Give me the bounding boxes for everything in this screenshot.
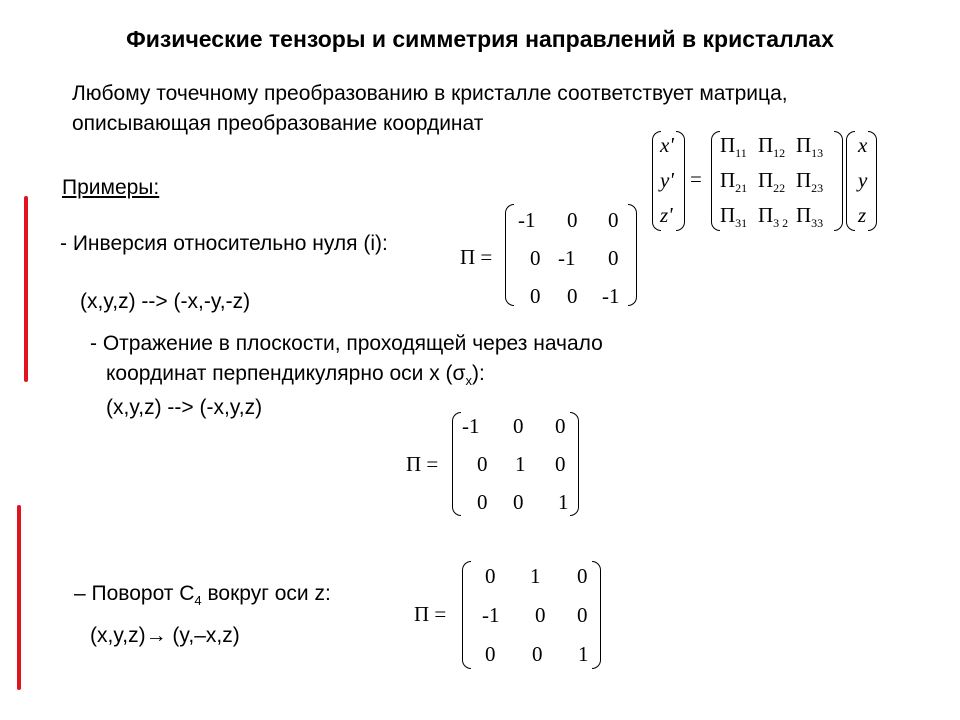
inversion-cell-33: -1 — [602, 284, 620, 308]
matrix-left-bracket — [711, 131, 720, 231]
matrix-element-32: $\Pi_{3 2}$ — [758, 203, 789, 231]
matrix-right-bracket — [834, 131, 843, 231]
matrix-element-11: $\Pi_{11}$ — [720, 133, 747, 161]
matrix-element-21: $\Pi_{21}$ — [720, 168, 748, 196]
lhs-vector-right-bracket — [676, 131, 685, 231]
reflection-matrix-lhs: Π = — [406, 452, 439, 476]
inversion-label: - Инверсия относительно нуля (i): — [60, 232, 388, 255]
accent-bar-bottom — [17, 505, 21, 690]
inversion-cell-13: 0 — [608, 208, 619, 232]
inversion-mapping: (x,y,z) --> (-x,-y,-z) — [80, 290, 251, 313]
rotation-matrix-left-bracket — [462, 561, 471, 669]
rhs-vector-right-bracket — [868, 131, 877, 231]
rotation-matrix-right-bracket — [592, 561, 601, 669]
intro-line-1: Любому точечному преобразованию в кристалле соответствует матрица, — [72, 82, 788, 105]
rotation-cell-32: 0 — [532, 642, 543, 666]
rotation-cell-21: -1 — [482, 603, 500, 627]
rotation-matrix-lhs: Π = — [414, 602, 447, 626]
matrix-element-33: $\Pi_{33}$ — [796, 203, 824, 231]
lhs-z: z' — [660, 203, 673, 227]
inversion-matrix-right-bracket — [628, 204, 637, 306]
inversion-cell-22: -1 — [558, 246, 576, 270]
matrix-element-12: $\Pi_{12}$ — [758, 133, 786, 161]
intro-line-2: описывающая преобразование координат — [72, 112, 484, 135]
reflection-cell-22: 1 — [515, 452, 526, 476]
inversion-cell-11: -1 — [518, 208, 536, 232]
matrix-element-22: $\Pi_{22}$ — [758, 168, 786, 196]
slide-title: Физические тензоры и симметрия направлений в кристаллах — [126, 26, 834, 52]
matrix-element-31: $\Pi_{31}$ — [720, 203, 748, 231]
reflection-cell-21: 0 — [477, 452, 488, 476]
rotation-cell-12: 1 — [530, 564, 541, 588]
matrix-element-13: $\Pi_{13}$ — [796, 133, 824, 161]
accent-bar-top — [24, 196, 28, 382]
reflection-cell-33: 1 — [558, 490, 569, 514]
matrix-element-23: $\Pi_{23}$ — [796, 168, 824, 196]
equals-sign: = — [690, 167, 702, 191]
rhs-x: x — [858, 133, 868, 157]
rhs-z: z — [858, 203, 867, 227]
rotation-cell-22: 0 — [535, 603, 546, 627]
rotation-mapping: (x,y,z)→ (y,–x,z) — [90, 624, 240, 647]
inversion-cell-23: 0 — [608, 246, 619, 270]
inversion-cell-31: 0 — [530, 284, 541, 308]
rotation-cell-23: 0 — [577, 603, 588, 627]
reflection-line-2: координат перпендикулярно оси x $(\sigma_x)$: — [106, 362, 485, 389]
rotation-cell-33: 1 — [578, 642, 589, 666]
reflection-cell-32: 0 — [513, 490, 524, 514]
reflection-matrix-right-bracket — [570, 412, 579, 516]
rhs-y: y — [858, 168, 868, 192]
reflection-cell-11: -1 — [462, 414, 480, 438]
rotation-cell-31: 0 — [485, 642, 496, 666]
lhs-x: x' — [660, 133, 674, 157]
reflection-cell-23: 0 — [555, 452, 566, 476]
rotation-cell-13: 0 — [577, 564, 588, 588]
rotation-cell-11: 0 — [485, 564, 496, 588]
reflection-cell-31: 0 — [477, 490, 488, 514]
inversion-matrix-lhs: Π = — [460, 245, 493, 269]
reflection-cell-12: 0 — [513, 414, 524, 438]
rotation-label: – Поворот $С_4$ вокруг оси z: — [74, 582, 331, 609]
inversion-matrix-left-bracket — [505, 204, 514, 306]
inversion-cell-21: 0 — [530, 246, 541, 270]
reflection-matrix-left-bracket — [452, 412, 461, 516]
inversion-cell-32: 0 — [567, 284, 578, 308]
reflection-mapping: (x,y,z) --> (-x,y,z) — [106, 396, 263, 419]
examples-heading: Примеры: — [62, 176, 160, 199]
inversion-cell-12: 0 — [567, 208, 578, 232]
rhs-vector-left-bracket — [846, 131, 855, 231]
reflection-cell-13: 0 — [555, 414, 566, 438]
reflection-line-1: - Отражение в плоскости, проходящей через начало — [90, 332, 603, 355]
lhs-y: y' — [660, 168, 674, 192]
